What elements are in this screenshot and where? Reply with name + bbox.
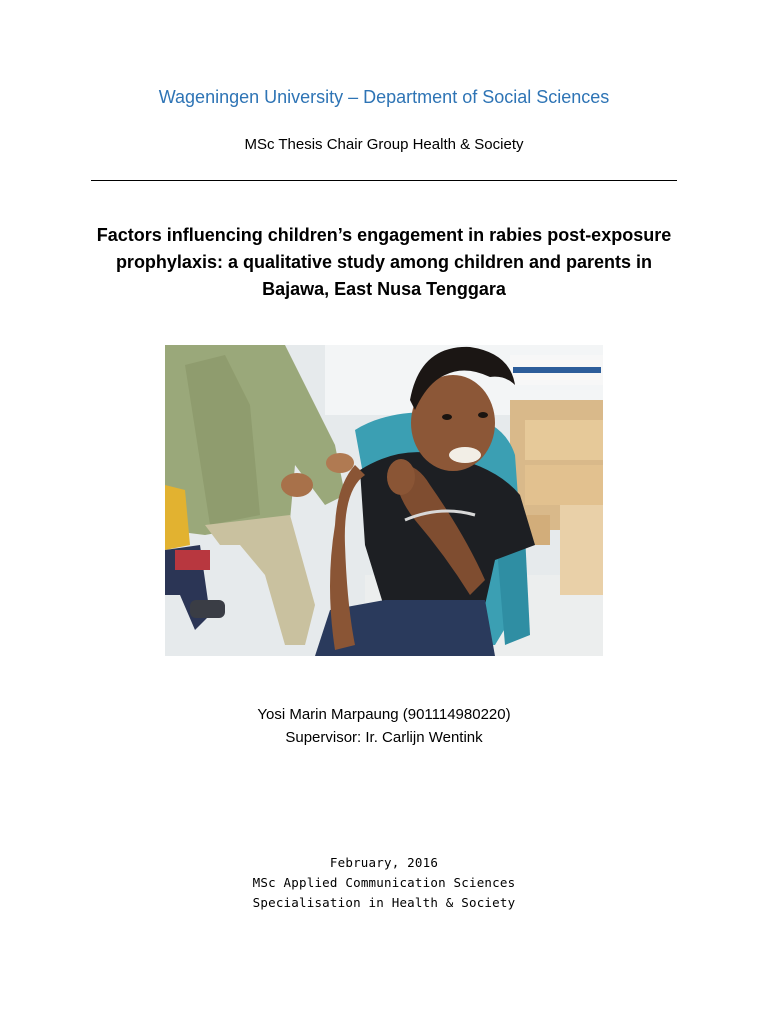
- thesis-programme: MSc Applied Communication Sciences: [252, 875, 516, 890]
- thesis-specialisation: Specialisation in Health & Society: [252, 895, 516, 910]
- supervisor-name: Supervisor: Ir. Carlijn Wentink: [285, 729, 483, 746]
- horizontal-divider: [91, 180, 677, 181]
- thesis-title-line-2: prophylaxis: a qualitative study among children and parents in: [115, 252, 653, 272]
- thesis-date: February, 2016: [329, 855, 439, 870]
- chair-group-heading: MSc Thesis Chair Group Health & Society: [244, 136, 524, 153]
- thesis-title: [84, 222, 684, 303]
- photo-vaccination-child-icon: [165, 345, 603, 656]
- author-name: Yosi Marin Marpaung (901114980220): [257, 706, 511, 723]
- university-heading: Wageningen University – Department of Social Sciences: [158, 87, 610, 107]
- thesis-meta: [0, 853, 768, 913]
- thesis-title-line-1: Factors influencing children’s engagement in rabies post-exposure: [96, 225, 672, 245]
- cover-photo: [165, 345, 603, 656]
- author-block: [0, 703, 768, 749]
- thesis-title-line-3: Bajawa, East Nusa Tenggara: [262, 279, 506, 299]
